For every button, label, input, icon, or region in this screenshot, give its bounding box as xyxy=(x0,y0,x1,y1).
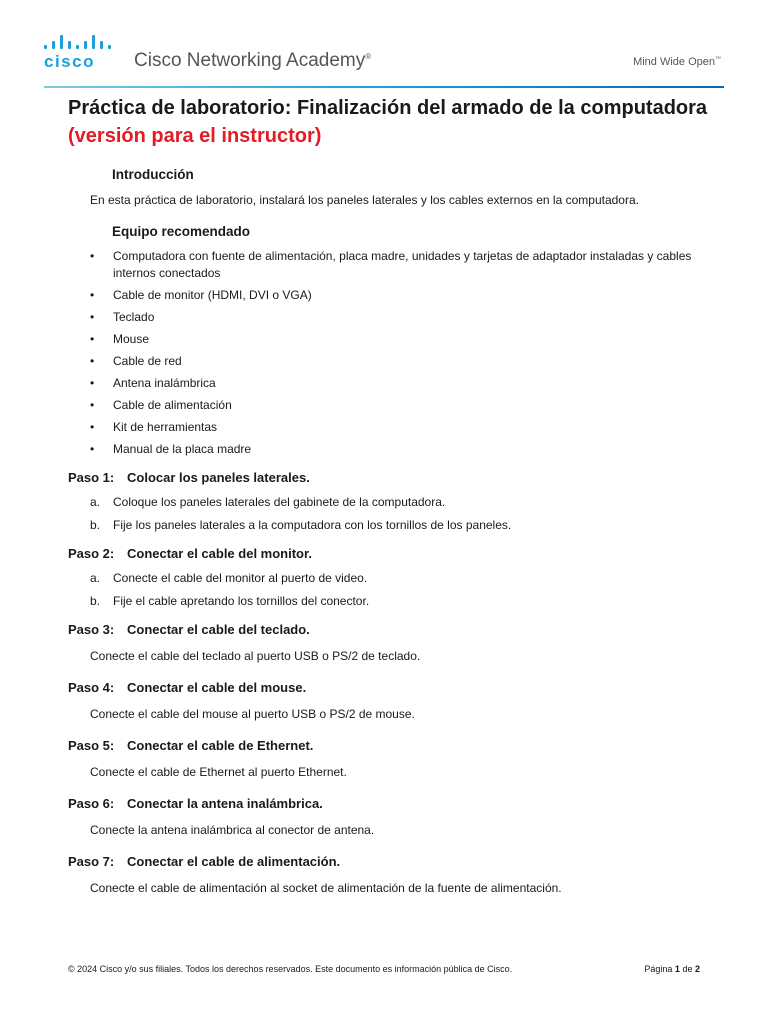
list-item: • Computadora con fuente de alimentación, placa madre, unidades y tarjetas de adaptador instaladas y cables internos conectados xyxy=(90,248,708,282)
page-header xyxy=(0,0,768,90)
list-item: • Cable de monitor (HDMI, DVI o VGA) xyxy=(90,287,708,304)
step-6-heading: Paso 6: Conectar la antena inalámbrica. xyxy=(68,796,323,811)
list-item: a. Conecte el cable del monitor al puerto de video. xyxy=(90,571,368,585)
brand-name: Cisco Networking Academy® xyxy=(134,50,372,71)
instructor-version-label: (versión para el instructor) xyxy=(68,125,322,147)
list-item: • Teclado xyxy=(90,309,708,326)
list-item: b. Fije los paneles laterales a la computadora con los tornillos de los paneles. xyxy=(90,518,512,532)
list-item: • Manual de la placa madre xyxy=(90,441,708,458)
step-3-text: Conecte el cable del teclado al puerto USB o PS/2 de teclado. xyxy=(90,649,421,663)
step-3-heading: Paso 3: Conectar el cable del teclado. xyxy=(68,622,310,637)
step-1-list xyxy=(68,494,708,534)
step-7-text: Conecte el cable de alimentación al socket de alimentación de la fuente de alimentación. xyxy=(90,881,562,895)
step-1-heading: Paso 1: Colocar los paneles laterales. xyxy=(68,470,310,485)
intro-heading: Introducción xyxy=(112,167,194,182)
page-number: Página 1 de 2 xyxy=(644,964,700,974)
list-item: • Kit de herramientas xyxy=(90,419,708,436)
step-4-text: Conecte el cable del mouse al puerto USB o PS/2 de mouse. xyxy=(90,707,415,721)
equipment-heading: Equipo recomendado xyxy=(112,224,251,239)
list-item: b. Fije el cable apretando los tornillos del conector. xyxy=(90,594,370,608)
page-title: Práctica de laboratorio: Finalización del armado de la computadora (versión para el instructor) xyxy=(68,97,708,147)
step-6-text: Conecte la antena inalámbrica al conector de antena. xyxy=(90,823,375,837)
tagline: Mind Wide Open™ xyxy=(633,56,721,68)
equipment-list xyxy=(68,248,708,458)
step-5-text: Conecte el cable de Ethernet al puerto Ethernet. xyxy=(90,765,347,779)
header-divider xyxy=(44,86,724,88)
step-2-list xyxy=(68,570,708,610)
intro-text: En esta práctica de laboratorio, instalará los paneles laterales y los cables externos en la computadora. xyxy=(90,193,639,207)
list-item: • Antena inalámbrica xyxy=(90,375,708,392)
step-4-heading: Paso 4: Conectar el cable del mouse. xyxy=(68,680,307,695)
copyright-text: © 2024 Cisco y/o sus filiales. Todos los derechos reservados. Este documento es información pública de Cisco. xyxy=(68,964,513,974)
step-2-heading: Paso 2: Conectar el cable del monitor. xyxy=(68,546,312,561)
page-footer xyxy=(68,964,700,974)
step-7-heading: Paso 7: Conectar el cable de alimentación. xyxy=(68,854,341,869)
cisco-logo-icon xyxy=(44,33,116,49)
list-item: • Cable de alimentación xyxy=(90,397,708,414)
document-body xyxy=(68,166,708,897)
step-5-heading: Paso 5: Conectar el cable de Ethernet. xyxy=(68,738,314,753)
list-item: • Cable de red xyxy=(90,353,708,370)
cisco-wordmark: cisco xyxy=(44,52,95,71)
list-item: • Mouse xyxy=(90,331,708,348)
list-item: a. Coloque los paneles laterales del gabinete de la computadora. xyxy=(90,495,446,509)
